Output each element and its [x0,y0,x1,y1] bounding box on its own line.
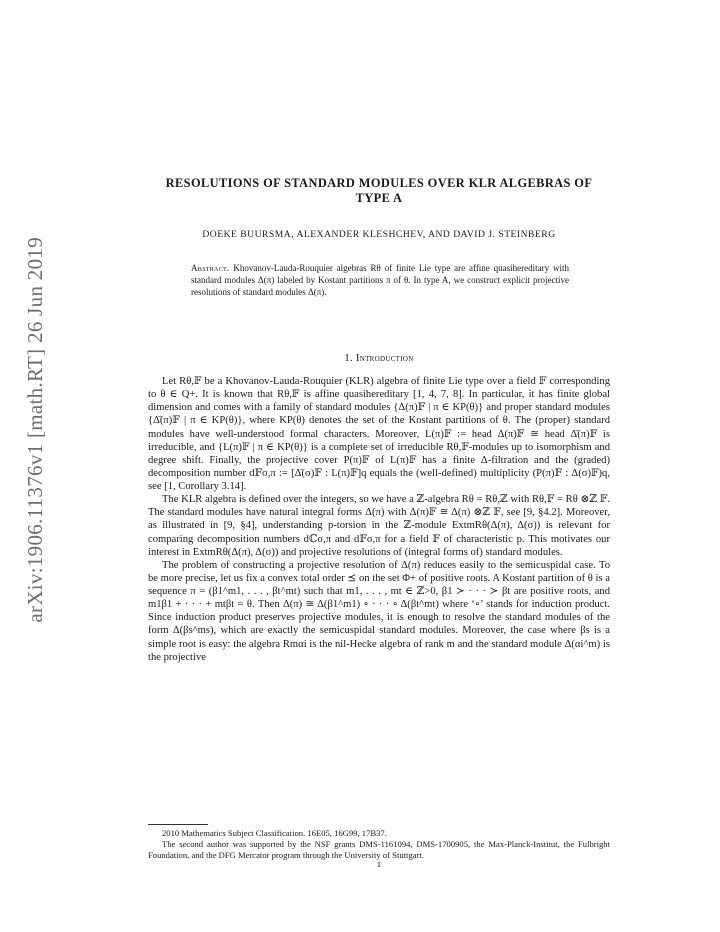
arxiv-identifier [18,210,52,650]
arxiv-identifier-text: arXiv:1906.11376v1 [math.RT] 26 Jun 2019 [22,237,47,623]
footnote-divider [148,824,208,825]
page-number: 1 [376,859,382,869]
section-body [148,375,610,664]
abstract [191,262,569,299]
paper-title: RESOLUTIONS OF STANDARD MODULES OVER KLR ALGEBRAS OF TYPE A [165,176,593,205]
section-heading: 1. Introduction [344,353,414,364]
paper-authors: DOEKE BUURSMA, ALEXANDER KLESHCHEV, AND DAVID J. STEINBERG [202,229,556,240]
footnote-msc: 2010 Mathematics Subject Classification. 16E05, 16G99, 17B37. [162,828,387,838]
footnote-funding: The second author was supported by the NSF grants DMS-1161094, DMS-1700905, the Max-Planck-Institut, the Fulbright Foundation, and the DFG Mercator program through the University of Stuttgart. [148,838,610,860]
footnotes [148,828,610,861]
paragraph: The KLR algebra is defined over the integers, so we have a ℤ-algebra Rθ = Rθ,ℤ with Rθ,𝔽 = Rθ ⊗ℤ 𝔽. The standard modules have natural integral forms Δ(π) with Δ(π)𝔽 ≅ Δ(π) ⊗ℤ 𝔽, see [9, §4.2]. Moreover, as illustrated in [9, §4], understanding p-torsion in the ℤ-module ExtmRθ(Δ(π), Δ(σ)) is relevant for comparing decomposition numbers dℂσ,π and d𝔽σ,π for a field 𝔽 of characteristic p. This motivates our interest in ExtmRθ(Δ(π), Δ(σ)) and projective resolutions of (integral forms of) standard modules. [148,494,610,558]
paragraph: Let Rθ,𝔽 be a Khovanov-Lauda-Rouquier (KLR) algebra of finite Lie type over a field 𝔽 corresponding to θ ∈ Q+. It is known that Rθ,𝔽 is affine quasihereditary [1, 4, 7, 8]. In particular, it has finite global dimension and comes with a family of standard modules {Δ(π)𝔽 | π ∈ KP(θ)} and proper standard modules {Δ̄(π)𝔽 | π ∈ KP(θ)}, where KP(θ) denotes the set of the Kostant partitions of θ. The (proper) standard modules have well-understood formal characters. Moreover, L(π)𝔽 := head Δ(π)𝔽 ≅ head Δ̄(π)𝔽 is irreducible, and {L(π)𝔽 | π ∈ KP(θ)} is a complete set of irreducible Rθ,𝔽-modules up to isomorphism and degree shift. Finally, the projective cover P(π)𝔽 of L(π)𝔽 has a finite Δ-filtration and the (graded) decomposition number d𝔽σ,π := [Δ̄(σ)𝔽 : L(π)𝔽]q equals the (well-defined) multiplicity (P(π)𝔽 : Δ(σ)𝔽)q, see [1, Corollary 3.14]. [148,376,610,492]
abstract-text: Khovanov-Lauda-Rouquier algebras Rθ of finite Lie type are affine quasihereditary with standard modules Δ(π) labeled by Kostant partitions π of θ. In type A, we construct explicit projective resolutions of standard modules Δ(π). [191,263,570,298]
paragraph: The problem of constructing a projective resolution of Δ(π) reduces easily to the semicuspidal case. To be more precise, let us fix a convex total order ⪯ on the set Φ+ of positive roots. A Kostant partition of θ is a sequence π = (β1^m1, . . . , βt^mt) such that m1, . . . , mt ∈ ℤ>0, β1 ≻ · · · ≻ βt are positive roots, and m1β1 + · · · + mtβt = θ. Then Δ(π) ≅ Δ(β1^m1) ∘ · · · ∘ Δ(βt^mt) where ‘∘’ stands for induction product. Since induction product preserves projective modules, it is enough to resolve the standard modules of the form Δ(βs^ms), which are exactly the semicuspidal standard modules. Moreover, the case where βs is a simple root is easy: the algebra Rmαi is the nil-Hecke algebra of rank m and the standard module Δ(αi^m) is the projective [148,559,610,663]
abstract-label: Abstract. [191,263,230,273]
